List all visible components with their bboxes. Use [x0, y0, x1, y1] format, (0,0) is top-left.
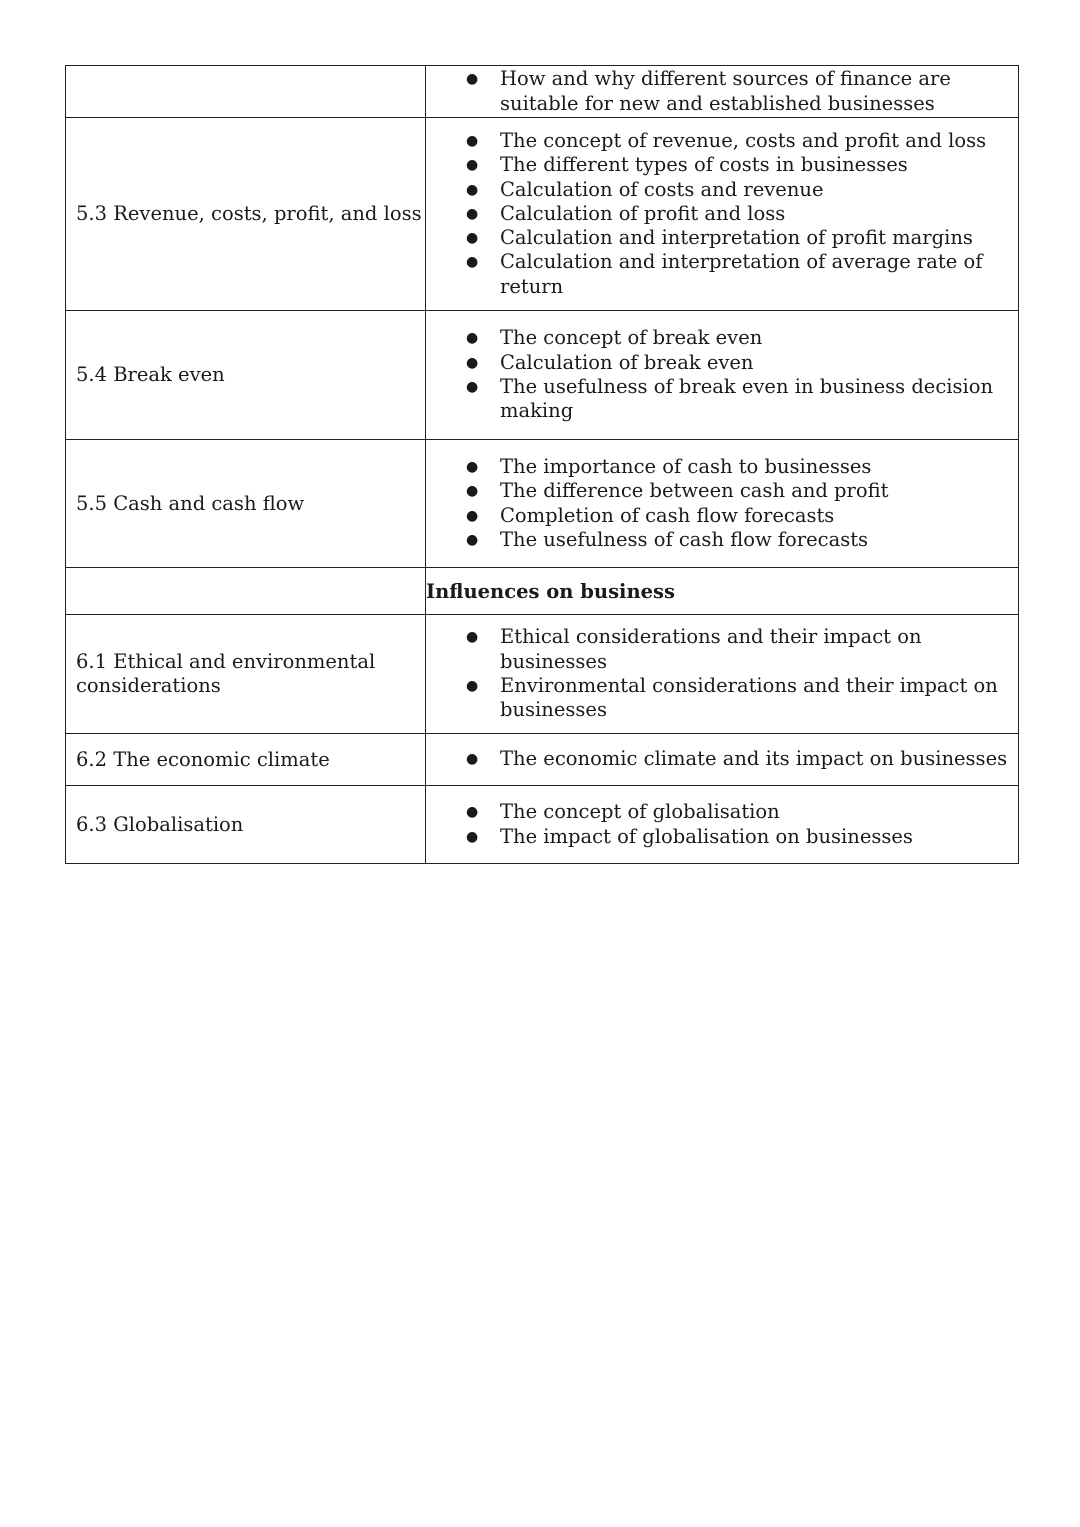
list-item: ● Calculation of break even — [466, 350, 754, 374]
bullet-icon: ● — [466, 330, 479, 347]
bullet-icon: ● — [466, 507, 479, 524]
list-item: ● The concept of break even — [466, 326, 763, 350]
bullet-list — [426, 800, 1018, 849]
list-item: ● Calculation of profit and loss — [466, 201, 786, 225]
section-heading: Influences on business — [426, 568, 1019, 615]
list-item: ● Calculation and interpretation of profit margins — [466, 226, 973, 250]
list-item: ● Ethical considerations and their impact on businesses — [466, 625, 922, 673]
list-item: ● Completion of cash flow forecasts — [466, 503, 835, 527]
table-row — [66, 734, 1019, 786]
bullet-icon: ● — [466, 531, 479, 548]
bullet-icon: ● — [466, 804, 479, 821]
table-row — [66, 66, 1019, 118]
list-item: ● The usefulness of break even in business decision making — [466, 375, 994, 423]
list-item: ● Calculation and interpretation of average rate of return — [466, 250, 983, 298]
bullet-icon: ● — [466, 458, 479, 475]
bullet-icon: ● — [466, 379, 479, 395]
list-item: ● The importance of cash to businesses — [466, 454, 872, 478]
content-cell — [426, 66, 1019, 118]
content-cell — [426, 311, 1019, 440]
list-item: ● Environmental considerations and their impact on businesses — [466, 674, 998, 722]
topic-cell — [66, 568, 426, 615]
content-cell — [426, 615, 1019, 734]
section-heading-row — [66, 568, 1019, 615]
bullet-list — [426, 129, 1018, 299]
topic-cell — [66, 66, 426, 118]
bullet-list — [426, 747, 1018, 771]
bullet-icon: ● — [466, 828, 479, 845]
content-cell — [426, 440, 1019, 568]
specification-table — [65, 65, 1019, 864]
content-cell — [426, 734, 1019, 786]
bullet-list — [426, 625, 1018, 722]
bullet-icon: ● — [466, 629, 479, 646]
content-cell — [426, 118, 1019, 311]
table-row — [66, 786, 1019, 864]
bullet-list — [426, 67, 1018, 116]
bullet-list — [426, 326, 1018, 423]
bullet-icon: ● — [466, 678, 479, 694]
list-item: ● The different types of costs in businesses — [466, 153, 908, 177]
bullet-list — [426, 455, 1018, 552]
bullet-icon: ● — [466, 71, 479, 88]
topic-cell: 5.4 Break even — [66, 311, 426, 440]
bullet-icon: ● — [466, 181, 479, 198]
list-item: ● How and why different sources of finance are suitable for new and established businesses — [466, 67, 951, 115]
topic-cell: 6.3 Globalisation — [66, 786, 426, 864]
bullet-icon: ● — [466, 751, 479, 768]
table-row — [66, 118, 1019, 311]
list-item: ● The difference between cash and profit — [466, 479, 889, 503]
table-row — [66, 615, 1019, 734]
topic-cell: 5.3 Revenue, costs, profit, and loss — [66, 118, 426, 311]
bullet-icon: ● — [466, 205, 479, 222]
bullet-icon: ● — [466, 230, 479, 247]
topic-cell: 6.2 The economic climate — [66, 734, 426, 786]
bullet-icon: ● — [466, 254, 479, 271]
list-item: ● Calculation of costs and revenue — [466, 177, 824, 201]
topic-cell: 5.5 Cash and cash flow — [66, 440, 426, 568]
bullet-icon: ● — [466, 354, 479, 371]
content-cell — [426, 786, 1019, 864]
list-item: ● The concept of revenue, costs and profit and loss — [466, 128, 987, 152]
bullet-icon: ● — [466, 157, 479, 174]
table-row — [66, 440, 1019, 568]
topic-cell: 6.1 Ethical and environmental considerations — [66, 615, 426, 734]
list-item: ● The economic climate and its impact on businesses — [466, 747, 1008, 771]
specification-page — [65, 65, 1018, 864]
bullet-icon: ● — [466, 132, 479, 149]
bullet-icon: ● — [466, 483, 479, 500]
table-row — [66, 311, 1019, 440]
list-item: ● The impact of globalisation on businesses — [466, 824, 913, 848]
list-item: ● The usefulness of cash flow forecasts — [466, 527, 869, 551]
list-item: ● The concept of globalisation — [466, 800, 780, 824]
